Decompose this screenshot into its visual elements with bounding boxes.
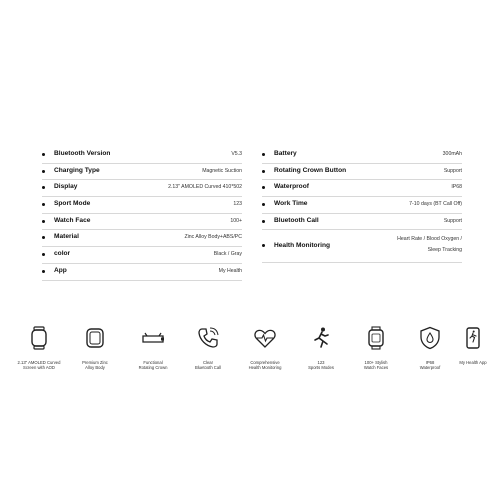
feature-label: Premium Zinc [82, 360, 108, 365]
spec-row-bluetooth-call [262, 214, 462, 231]
bullet-icon [42, 186, 45, 189]
spec-value: V5.3 [231, 151, 242, 157]
spec-key: color [54, 250, 71, 258]
feature-alloy-body [70, 326, 120, 371]
feature-bluetooth-call [183, 326, 233, 371]
spec-value: 100+ [230, 217, 242, 224]
feature-label: Screen with AOD [23, 365, 55, 371]
water-shield-icon [418, 326, 442, 350]
spec-value-line: Heart Rate / Blood Oxygen / [397, 236, 462, 243]
bullet-icon [262, 186, 265, 189]
spec-value-line: Sleep Tracking [427, 247, 462, 254]
bullet-icon [42, 153, 45, 156]
spec-row-color [42, 247, 242, 264]
spec-key: Watch Face [54, 216, 91, 224]
running-person-icon [309, 326, 333, 350]
spec-value: 2.13" AMOLED Curved 410*502 [168, 184, 242, 191]
feature-rotating-crown [128, 326, 178, 371]
feature-label: Clear [202, 360, 213, 365]
bullet-icon [262, 170, 265, 173]
spec-row-charging-type [42, 164, 242, 181]
spec-key: Material [54, 233, 79, 241]
feature-label: Sports Modes [308, 365, 334, 371]
feature-label: Waterproof [419, 365, 441, 371]
bullet-icon [262, 203, 265, 206]
spec-value: Zinc Alloy Body+ABS/PC [184, 234, 242, 241]
spec-key: Health Monitoring [274, 242, 331, 250]
feature-watch-faces [351, 326, 401, 371]
spec-row-bluetooth-version [42, 147, 242, 164]
spec-value: 7-10 days (BT Call Off) [409, 201, 462, 208]
phone-app-icon [461, 326, 485, 350]
feature-health-app [448, 326, 498, 365]
heart-monitor-icon [253, 326, 277, 350]
spec-value [397, 233, 462, 256]
spec-row-health-monitoring [262, 230, 462, 263]
feature-sports-modes [296, 326, 346, 371]
feature-label: My Health App [459, 360, 487, 365]
spec-value: 123 [233, 201, 242, 208]
spec-key: Display [54, 183, 78, 191]
spec-row-battery [262, 147, 462, 164]
feature-label: 2.13" AMOLED Curved [17, 360, 61, 365]
feature-amoled-screen [14, 326, 64, 371]
feature-label: Rotating Crown [138, 365, 168, 371]
bullet-icon [42, 236, 45, 239]
bullet-icon [42, 170, 45, 173]
feature-label: IP68 [425, 360, 435, 365]
spec-key: Charging Type [54, 166, 100, 174]
bullet-icon [262, 220, 265, 223]
spec-row-watch-face [42, 214, 242, 231]
spec-key: Sport Mode [54, 200, 91, 208]
spec-key: Rotating Crown Button [274, 166, 347, 174]
bullet-icon [42, 203, 45, 206]
spec-row-material [42, 230, 242, 247]
spec-key: Battery [274, 150, 297, 157]
feature-label: Comprehensive [250, 360, 280, 365]
rotating-crown-icon [141, 326, 165, 350]
feature-label: 123 [317, 360, 325, 365]
spec-value: My Health [218, 267, 242, 274]
bullet-icon [262, 153, 265, 156]
feature-label: Health Monitoring [248, 365, 282, 371]
feature-strip [0, 326, 500, 386]
phone-call-icon [196, 326, 220, 350]
spec-value: IP68 [451, 184, 462, 191]
feature-label: Watch Faces [363, 365, 389, 371]
spec-row-work-time [262, 197, 462, 214]
spec-row-waterproof [262, 180, 462, 197]
feature-health-monitoring [240, 326, 290, 371]
watch-alloy-icon [83, 326, 107, 350]
spec-value: Support [443, 217, 462, 224]
spec-table-left [42, 147, 242, 281]
spec-key: Bluetooth Call [274, 216, 319, 224]
bullet-icon [42, 253, 45, 256]
spec-value: Magnetic Suction [202, 167, 242, 174]
spec-row-rotating-crown [262, 164, 462, 181]
spec-key: App [54, 266, 67, 274]
spec-key: Bluetooth Version [54, 150, 111, 157]
spec-key: Waterproof [274, 183, 309, 191]
spec-row-app [42, 264, 242, 281]
watch-faces-icon [364, 326, 388, 350]
bullet-icon [42, 270, 45, 273]
bullet-icon [262, 244, 265, 247]
feature-label: Alloy Body [85, 365, 105, 371]
spec-table-right [262, 147, 462, 263]
feature-label: Functional [143, 360, 163, 365]
feature-label: Bluetooth Call [194, 365, 222, 371]
watch-amoled-icon [27, 326, 51, 350]
feature-label: 100+ Stylish [364, 360, 388, 365]
spec-row-display [42, 180, 242, 197]
bullet-icon [42, 220, 45, 223]
spec-value: 300mAh [442, 151, 462, 157]
spec-key: Work Time [274, 200, 308, 208]
spec-value: Black / Gray [213, 251, 242, 258]
spec-value: Support [443, 167, 462, 174]
spec-row-sport-mode [42, 197, 242, 214]
